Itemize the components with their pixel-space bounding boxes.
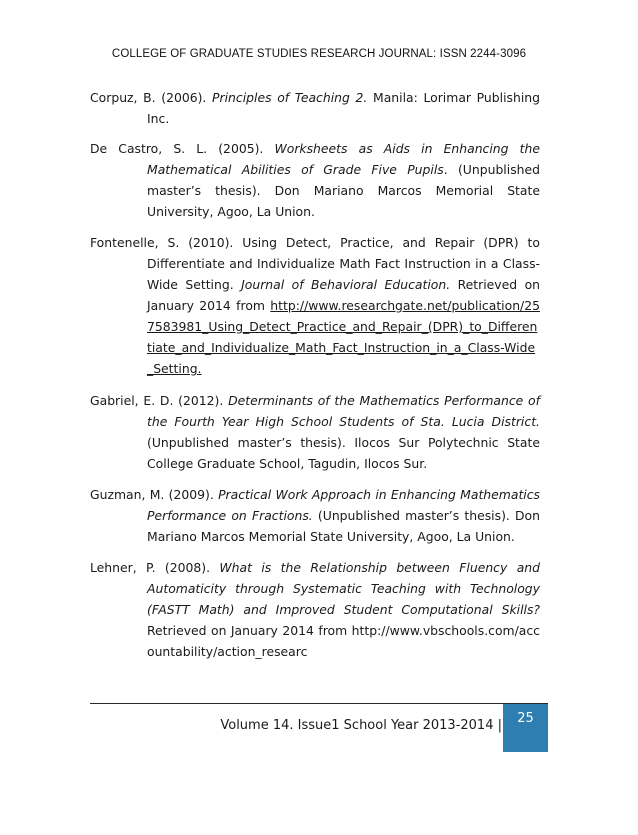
reference-title: Worksheets as Aids in Enhancing the Mathematical Abilities of Grade Five Pupils — [147, 141, 540, 177]
reference-details: (Unpublished master’s thesis). Ilocos Sur Polytechnic State College Graduate School, Tagudin, Ilocos Sur. — [147, 435, 540, 471]
reference-url-link[interactable]: http://www.researchgate.net/publication/257583981_Using_Detect_Practice_and_Repair_(DPR)_to_Differentiate_and_Individualize_Math_Fact_Instruction_in_a_Class-Wide_Setting. — [147, 298, 540, 376]
reference-details: (Unpublished master’s thesis). Don Mariano Marcos Memorial State University, Agoo, La Union. — [147, 508, 540, 544]
reference-list — [90, 87, 540, 671]
reference-author-year: Gabriel, E. D. (2012). — [90, 393, 229, 408]
reference-lehner — [90, 557, 540, 662]
reference-title: Determinants of the Mathematics Performance of the Fourth Year High School Students of Sta. Lucia District. — [147, 393, 541, 429]
reference-details: Manila: Lorimar Publishing Inc. — [147, 90, 540, 126]
reference-author-year: Corpuz, B. (2006). — [90, 90, 213, 105]
reference-title: What is the Relationship between Fluency and Automaticity through Systematic Teaching with Technology (FASTT Math) and Improved Student Computational Skills? — [147, 560, 540, 617]
reference-author-year: Lehner, P. (2008). — [90, 560, 220, 575]
reference-guzman — [90, 484, 540, 547]
reference-corpuz — [90, 87, 540, 129]
journal-header: COLLEGE OF GRADUATE STUDIES RESEARCH JOURNAL: ISSN 2244-3096 — [111, 48, 527, 60]
reference-author-year: Guzman, M. (2009). — [90, 487, 219, 502]
reference-details: Retrieved on January 2014 from — [147, 277, 540, 313]
reference-url: http://www.vbschools.com/accountability/action_researc — [147, 623, 540, 659]
reference-details: . (Unpublished master’s thesis). Don Mariano Marcos Memorial State University, Agoo, La Union. — [147, 162, 540, 219]
reference-de-castro — [90, 138, 540, 222]
footer-divider — [90, 703, 548, 704]
reference-author-year: Fontenelle, S. (2010). Using Detect, Practice, and Repair (DPR) to Differentiate and Individualize Math Fact Instruction in a Class-Wide Setting. — [90, 235, 540, 292]
reference-details: Retrieved on January 2014 from — [147, 623, 352, 638]
page-number-badge: 25 — [503, 704, 548, 752]
reference-author-year: De Castro, S. L. (2005). — [90, 141, 275, 156]
reference-fontenelle — [90, 232, 540, 379]
reference-title: Practical Work Approach in Enhancing Mathematics Performance on Fractions. — [147, 487, 541, 523]
reference-journal: Journal of Behavioral Education. — [241, 277, 451, 292]
footer-volume: Volume 14. Issue1 School Year 2013-2014 | — [220, 718, 502, 733]
reference-title: Principles of Teaching 2. — [212, 90, 368, 105]
reference-gabriel — [90, 390, 540, 474]
